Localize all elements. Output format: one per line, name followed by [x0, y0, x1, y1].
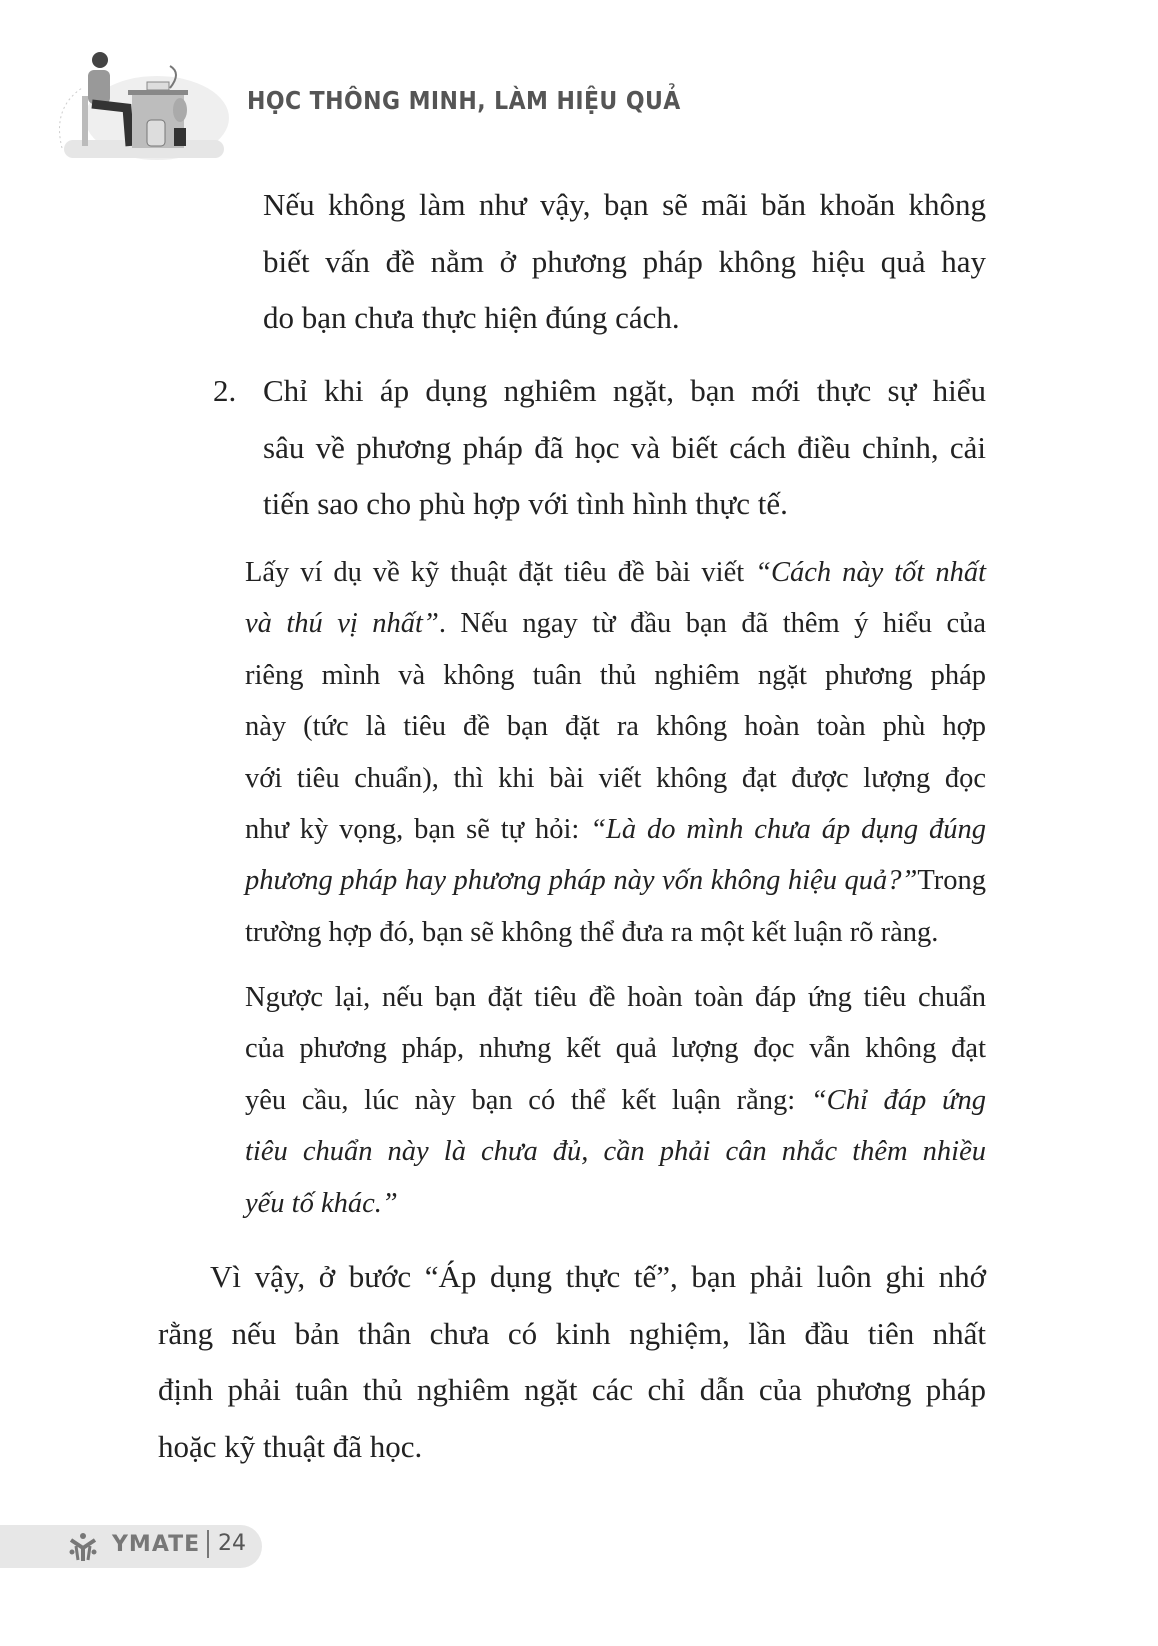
- italic-quote-text: “Chỉ đáp ứng: [810, 1084, 986, 1116]
- ymate-logo-icon: [68, 1532, 98, 1562]
- text-line: [158, 1362, 986, 1419]
- text-run: Trong: [917, 865, 986, 897]
- text-line: [245, 598, 986, 649]
- text-run: trường hợp đó, bạn sẽ không thể đưa ra một kết luận rõ ràng.: [245, 916, 939, 948]
- italic-quote-text: tiêu chuẩn này là chưa đủ, cần phải cân nhắc thêm nhiều: [245, 1136, 986, 1168]
- text-run: tiến sao cho phù hợp với tình hình thực tế.: [263, 486, 788, 521]
- text-line: [263, 363, 986, 420]
- text-line: [245, 804, 986, 855]
- text-line: [245, 1178, 986, 1229]
- text-run: riêng mình và không tuân thủ nghiêm ngặt phương pháp: [245, 659, 986, 691]
- text-run: rằng nếu bản thân chưa có kinh nghiệm, lần đầu tiên nhất: [158, 1315, 986, 1351]
- text-line: [158, 1419, 986, 1476]
- list-number: 2.: [213, 373, 237, 408]
- italic-quote-text: và thú vị nhất”: [245, 608, 439, 640]
- publisher-brand: YMATE: [112, 1532, 201, 1557]
- list-item-2: [263, 363, 986, 533]
- text-line: [245, 650, 986, 701]
- counter-example-paragraph: [245, 972, 986, 1229]
- text-run: của phương pháp, nhưng kết quả lượng đọc vẫn không đạt: [245, 1033, 986, 1065]
- text-line: [263, 420, 986, 477]
- text-run: hoặc kỹ thuật đã học.: [158, 1428, 423, 1464]
- text-line: [158, 1306, 986, 1363]
- text-line: [245, 753, 986, 804]
- text-run: với tiêu chuẩn), thì khi bài viết không đạt được lượng đọc: [245, 762, 986, 794]
- text-run: như kỳ vọng, bạn sẽ tự hỏi:: [245, 814, 591, 846]
- text-run: định phải tuân thủ nghiêm ngặt các chỉ dẫn của phương pháp: [158, 1372, 986, 1407]
- footer-divider: [207, 1530, 209, 1558]
- text-run: do bạn chưa thực hiện đúng cách.: [263, 300, 680, 335]
- text-line: [263, 476, 986, 533]
- conclusion-paragraph: [158, 1249, 986, 1475]
- student-desk-illustration: [52, 48, 232, 160]
- text-line: [245, 701, 986, 752]
- text-line: [158, 1249, 986, 1306]
- text-line: [245, 547, 986, 598]
- paragraph-continuation: [263, 177, 986, 347]
- text-line: [245, 972, 986, 1023]
- italic-quote-text: phương pháp hay phương pháp này vốn không hiệu quả?”: [245, 865, 918, 897]
- text-line: [263, 177, 986, 234]
- text-line: [263, 234, 986, 291]
- text-run: yêu cầu, lúc này bạn có thể kết luận rằng:: [245, 1084, 811, 1116]
- text-run: Chỉ khi áp dụng nghiêm ngặt, bạn mới thực sự hiểu: [263, 373, 986, 408]
- page-number: 24: [218, 1531, 246, 1556]
- text-run: Vì vậy, ở bước “Áp dụng thực tế”, bạn phải luôn ghi nhớ: [210, 1259, 986, 1294]
- example-paragraph: [245, 547, 986, 958]
- text-line: [245, 1075, 986, 1126]
- text-line: [263, 290, 986, 347]
- text-line: [245, 1126, 986, 1177]
- text-run: biết vấn đề nằm ở phương pháp không hiệu quả hay: [263, 243, 986, 279]
- italic-quote-text: “Cách này tốt nhất: [755, 557, 986, 588]
- text-line: [245, 855, 986, 906]
- text-run: Ngược lại, nếu bạn đặt tiêu đề hoàn toàn đáp ứng tiêu chuẩn: [245, 982, 986, 1013]
- text-run: . Nếu ngay từ đầu bạn đã thêm ý hiểu của: [438, 608, 986, 640]
- text-line: [245, 907, 986, 958]
- text-run: sâu về phương pháp đã học và biết cách điều chỉnh, cải: [263, 429, 986, 465]
- text-run: này (tức là tiêu đề bạn đặt ra không hoàn toàn phù hợp: [245, 711, 986, 743]
- text-run: Lấy ví dụ về kỹ thuật đặt tiêu đề bài viết: [245, 557, 756, 588]
- text-line: [245, 1023, 986, 1074]
- running-header-title: HỌC THÔNG MINH, LÀM HIỆU QUẢ: [247, 86, 681, 115]
- italic-quote-text: “Là do mình chưa áp dụng đúng: [590, 814, 986, 846]
- italic-quote-text: yếu tố khác.”: [245, 1187, 398, 1219]
- text-run: Nếu không làm như vậy, bạn sẽ mãi băn khoăn không: [263, 187, 986, 222]
